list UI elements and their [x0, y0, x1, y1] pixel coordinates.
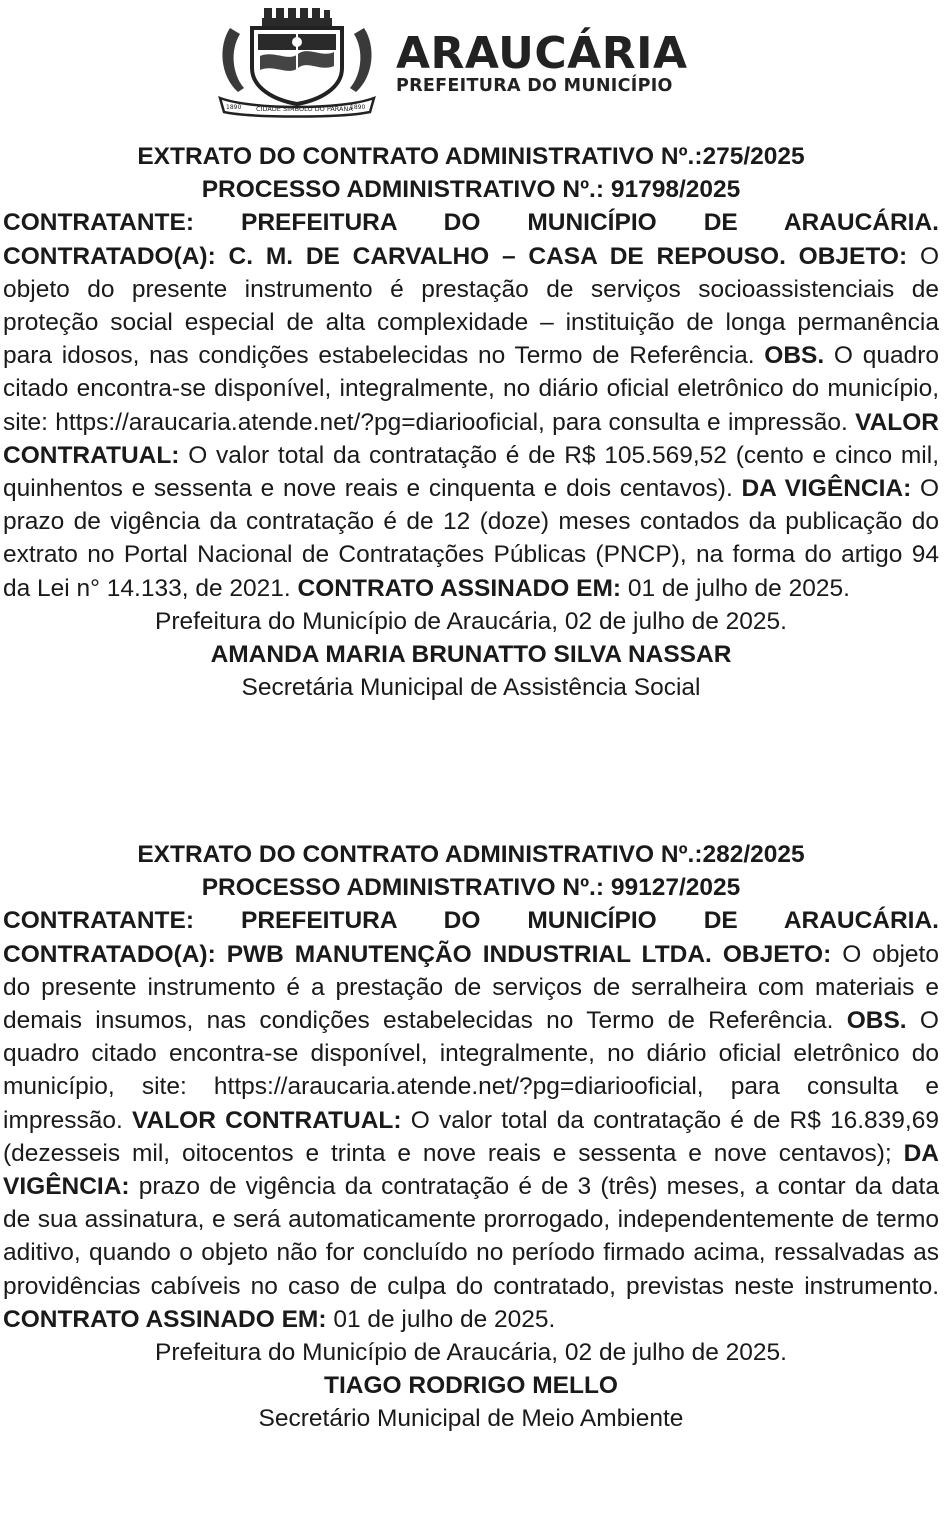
- contratado-value: PWB MANUTENÇÃO INDUSTRIAL LTDA.: [226, 940, 712, 968]
- signer-role: Secretário Municipal de Meio Ambiente: [258, 1405, 684, 1433]
- obs-value: O quadro citado encontra-se disponível, integralmente, no diário oficial eletrônico do município, site: https://araucaria.atende.net/?pg=diariooficial, para consulta e impressão.: [3, 342, 939, 436]
- vigencia-value: prazo de vigência da contratação é de 3 (três) meses, a contar da data de sua assinatura, e será automaticamente prorrogado, independentemente de termo aditivo, quando o objeto não for concluído no período firmado acima, ressalvadas as providências cabíveis no caso de culpa do contratado, previstas neste instrumento.: [3, 1173, 939, 1300]
- signer-role: Secretária Municipal de Assistência Social: [241, 674, 701, 702]
- contract-extract-notice: [3, 838, 939, 1436]
- objeto-label: OBJETO:: [798, 242, 908, 270]
- contratado-label: CONTRATADO(A):: [3, 242, 216, 270]
- vigencia-value: O prazo de vigência da contratação é de 12 (doze) meses contados da publicação do extrato no Portal Nacional de Contratações Públicas (PNCP), na forma do artigo 94 da Lei n° 14.133, de 2021.: [3, 475, 940, 602]
- contratante-value: PREFEITURA DO MUNICÍPIO DE ARAUCÁRIA.: [241, 907, 939, 935]
- crest-year-left: 1890: [226, 104, 242, 111]
- assinado-label: CONTRATO ASSINADO EM:: [297, 574, 622, 602]
- contratante-label: CONTRATANTE:: [3, 907, 194, 935]
- contratado-label: CONTRATADO(A):: [3, 940, 216, 968]
- page-header: [0, 6, 945, 124]
- brand-name: ARAUCÁRIA: [396, 28, 688, 79]
- signer-name: AMANDA MARIA BRUNATTO SILVA NASSAR: [210, 641, 732, 669]
- place-date: Prefeitura do Município de Araucária, 02 de julho de 2025.: [155, 607, 787, 635]
- objeto-value: O objeto do presente instrumento é a prestação de serviços de serralheira com materiais e demais insumos, nas condições estabelecidas no Termo de Referência.: [3, 940, 939, 1035]
- obs-value: O quadro citado encontra-se disponível, integralmente, no diário oficial eletrônico do município, site: https://araucaria.atende.net/?pg=diariooficial, para consulta e impressão.: [3, 1007, 939, 1134]
- valor-label: VALOR CONTRATUAL:: [3, 408, 939, 469]
- contract-extract-notice: [3, 140, 939, 704]
- objeto-value: O objeto do presente instrumento é prestação de serviços socioassistenciais de proteção social especial de alta complexidade – instituição de longa permanência para idosos, nas condições estabelecidas no Termo de Referência.: [3, 242, 939, 370]
- brand-block: [396, 28, 688, 96]
- notice-body: [3, 206, 939, 604]
- contratado-value: C. M. DE CARVALHO – CASA DE REPOUSO.: [228, 242, 786, 270]
- contratante-value: PREFEITURA DO MUNICÍPIO DE ARAUCÁRIA.: [241, 209, 939, 237]
- valor-label: VALOR CONTRATUAL:: [132, 1106, 402, 1134]
- contratante-label: CONTRATANTE:: [3, 209, 194, 237]
- place-date: Prefeitura do Município de Araucária, 02 de julho de 2025.: [155, 1339, 787, 1367]
- obs-label: OBS.: [764, 342, 825, 370]
- signer-name: TIAGO RODRIGO MELLO: [324, 1372, 618, 1400]
- crest-motto: CIDADE SIMBOLO DO PARANÁ: [256, 105, 353, 113]
- vigencia-label: DA VIGÊNCIA:: [3, 1139, 939, 1201]
- crest-year-right: 1890: [350, 104, 366, 111]
- notice-title: EXTRATO DO CONTRATO ADMINISTRATIVO Nº.:282/2025: [137, 841, 805, 868]
- assinado-label: CONTRATO ASSINADO EM:: [3, 1305, 327, 1333]
- brand-subtitle: PREFEITURA DO MUNICÍPIO: [396, 76, 673, 96]
- notice-body: [3, 904, 939, 1336]
- valor-value: O valor total da contratação é de R$ 16.839,69 (dezesseis mil, oitocentos e trinta e nove reais e sessenta e nove centavos);: [3, 1106, 939, 1167]
- assinado-value: 01 de julho de 2025.: [333, 1305, 556, 1333]
- vigencia-label: DA VIGÊNCIA:: [741, 475, 912, 503]
- assinado-value: 01 de julho de 2025.: [627, 574, 850, 602]
- municipal-coat-of-arms-icon: [212, 6, 382, 118]
- obs-label: OBS.: [846, 1007, 907, 1035]
- process-number: PROCESSO ADMINISTRATIVO Nº.: 91798/2025: [201, 176, 741, 204]
- process-number: PROCESSO ADMINISTRATIVO Nº.: 99127/2025: [201, 874, 741, 902]
- objeto-label: OBJETO:: [722, 940, 832, 968]
- notice-title: EXTRATO DO CONTRATO ADMINISTRATIVO Nº.:275/2025: [137, 143, 805, 170]
- valor-value: O valor total da contratação é de R$ 105.569,52 (cento e cinco mil, quinhentos e sessenta e nove reais e cinquenta e dois centavos).: [3, 441, 940, 503]
